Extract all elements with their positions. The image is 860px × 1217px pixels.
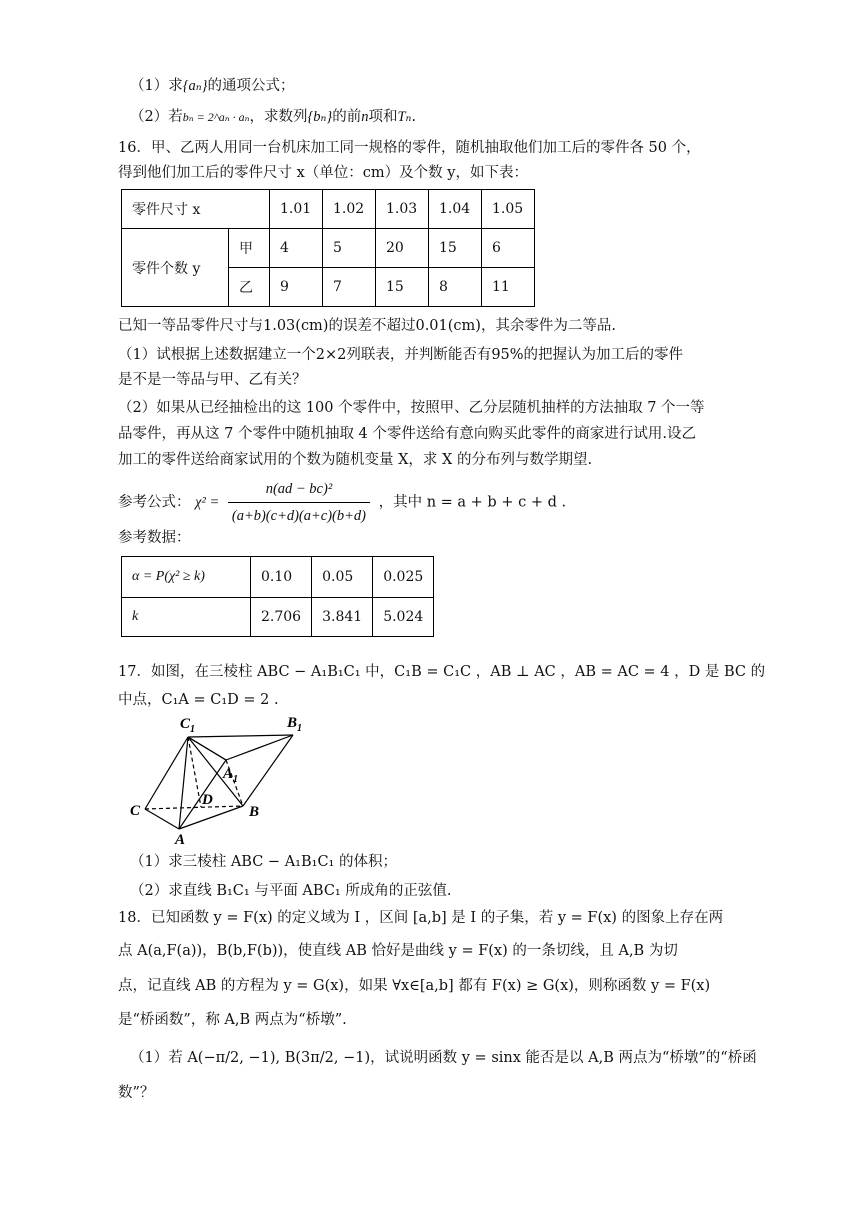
q17-part1: （1）求三棱柱 ABC − A₁B₁C₁ 的体积；	[130, 854, 397, 870]
count-cell: 7	[323, 268, 376, 307]
q18-line1: 18．已知函数 y = F(x) 的定义域为 I ，区间 [a,b] 是 I 的子集，若 y = F(x) 的图象上存在两	[118, 910, 724, 926]
row-name-cell: 乙	[229, 268, 270, 307]
label-C: C	[130, 803, 141, 819]
alpha-cell: 0.025	[373, 557, 434, 598]
row-name-cell: 甲	[229, 229, 270, 268]
formula-lhs: χ² =	[195, 494, 220, 511]
label-A1: $A_1$	[223, 766, 239, 785]
q15-part2-text-c: 的前	[332, 109, 362, 125]
table-row	[122, 229, 535, 268]
table-row	[122, 557, 434, 598]
q15-part2-text-b: ，求数列	[249, 109, 308, 125]
q16-part2-line1: （2）如果从已经抽检出的这 100 个零件中，按照甲、乙分层随机抽样的方法抽取 7 个一等	[118, 400, 705, 416]
q18-line2: 点 A(a,F(a))，B(b,F(b))，使直线 AB 恰好是曲线 y = F(x) 的一条切线，且 A,B 为切	[118, 943, 678, 959]
q15-part2-text-d: 项和	[368, 109, 398, 125]
k-cell: 2.706	[251, 598, 312, 637]
count-cell: 15	[429, 229, 482, 268]
formula-numerator: n(ad − bc)²	[228, 478, 370, 503]
q15-part2-expr: bₙ = 2^aₙ · aₙ	[182, 110, 250, 124]
q16-ref-data-label: 参考数据：	[118, 530, 191, 546]
count-cell: 15	[376, 268, 429, 307]
count-cell: 5	[323, 229, 376, 268]
label-C1: $C_1$	[180, 716, 196, 735]
size-label-cell: 零件尺寸 x	[122, 190, 270, 229]
count-cell: 20	[376, 229, 429, 268]
q17-line2: 中点，C₁A = C₁D = 2 .	[118, 692, 279, 708]
q16-intro-line2: 得到他们加工后的零件尺寸 x（单位：cm）及个数 y，如下表：	[118, 165, 528, 181]
size-cell: 1.04	[429, 190, 482, 229]
formula-label: 参考公式：	[118, 494, 191, 511]
q16-part1-line1: （1）试根据上述数据建立一个2×2列联表，并判断能否有95%的把握认为加工后的零件	[118, 347, 684, 363]
prism-figure	[125, 712, 315, 847]
size-cell: 1.01	[270, 190, 323, 229]
q18-part1-line2: 数”？	[118, 1085, 155, 1101]
q15-part1-text-b: 的通项公式；	[207, 78, 295, 94]
label-B1: $B_1$	[287, 715, 303, 734]
q15-part1	[130, 76, 294, 96]
formula-denominator: (a+b)(c+d)(a+c)(b+d)	[231, 508, 366, 524]
formula-fraction	[228, 478, 370, 527]
alpha-cell: 0.05	[312, 557, 373, 598]
table-row	[122, 190, 535, 229]
q16-part1-line2: 是不是一等品与甲、乙有关？	[118, 372, 307, 388]
q17-line1: 17．如图，在三棱柱 ABC − A₁B₁C₁ 中，C₁B = C₁C ，AB ⊥ AC ，AB = AC = 4 ，D 是 BC 的	[118, 664, 766, 680]
q15-part2-text-e: .	[411, 109, 417, 125]
count-label-cell: 零件个数 y	[122, 229, 229, 307]
size-cell: 1.05	[482, 190, 535, 229]
q17-part2: （2）求直线 B₁C₁ 与平面 ABC₁ 所成角的正弦值.	[130, 883, 452, 899]
alpha-cell: 0.10	[251, 557, 312, 598]
formula-tail: ，其中 n = a + b + c + d .	[378, 494, 567, 511]
q15-part2-text-a: （2）若	[130, 109, 183, 125]
q15-part2-n: n	[361, 109, 369, 125]
q16-size-table	[121, 189, 535, 307]
label-B: B	[249, 804, 260, 820]
count-cell: 8	[429, 268, 482, 307]
count-cell: 6	[482, 229, 535, 268]
q16-part2-line2: 品零件，再从这 7 个零件中随机抽取 4 个零件送给有意向购买此零件的商家进行试用.设乙	[118, 426, 696, 442]
size-cell: 1.02	[323, 190, 376, 229]
q16-intro-line1: 16．甲、乙两人用同一台机床加工同一规格的零件，随机抽取他们加工后的零件各 50 个，	[118, 140, 701, 156]
q16-part2-line3: 加工的零件送给商家试用的个数为随机变量 X，求 X 的分布列与数学期望.	[118, 452, 593, 468]
q15-part2-seq: {bₙ}	[307, 109, 333, 125]
q15-part1-expr: {aₙ}	[182, 78, 208, 94]
count-cell: 11	[482, 268, 535, 307]
q18-line3: 点，记直线 AB 的方程为 y = G(x)，如果 ∀x∈[a,b] 都有 F(x) ≥ G(x)，则称函数 y = F(x)	[118, 978, 711, 994]
q16-formula	[118, 478, 566, 527]
q15-part2	[130, 107, 416, 127]
q15-part1-text-a: （1）求	[130, 78, 183, 94]
count-cell: 4	[270, 229, 323, 268]
alpha-label-cell: α = P(χ² ≥ k)	[122, 557, 251, 598]
q15-part2-T: Tₙ	[397, 109, 412, 125]
q18-line4: 是“桥函数”，称 A,B 两点为“桥墩”.	[118, 1012, 347, 1028]
label-D: D	[202, 792, 213, 808]
table-row	[122, 598, 434, 637]
q16-ref-table	[121, 556, 434, 637]
size-cell: 1.03	[376, 190, 429, 229]
k-cell: 5.024	[373, 598, 434, 637]
q16-condition: 已知一等品零件尺寸与1.03(cm)的误差不超过0.01(cm)，其余零件为二等品.	[118, 318, 617, 334]
k-label-cell: k	[122, 598, 251, 637]
label-A: A	[175, 832, 186, 847]
k-cell: 3.841	[312, 598, 373, 637]
q18-part1-line1: （1）若 A(−π/2, −1), B(3π/2, −1)，试说明函数 y = sinx 能否是以 A,B 两点为“桥墩”的“桥函	[130, 1050, 757, 1066]
count-cell: 9	[270, 268, 323, 307]
